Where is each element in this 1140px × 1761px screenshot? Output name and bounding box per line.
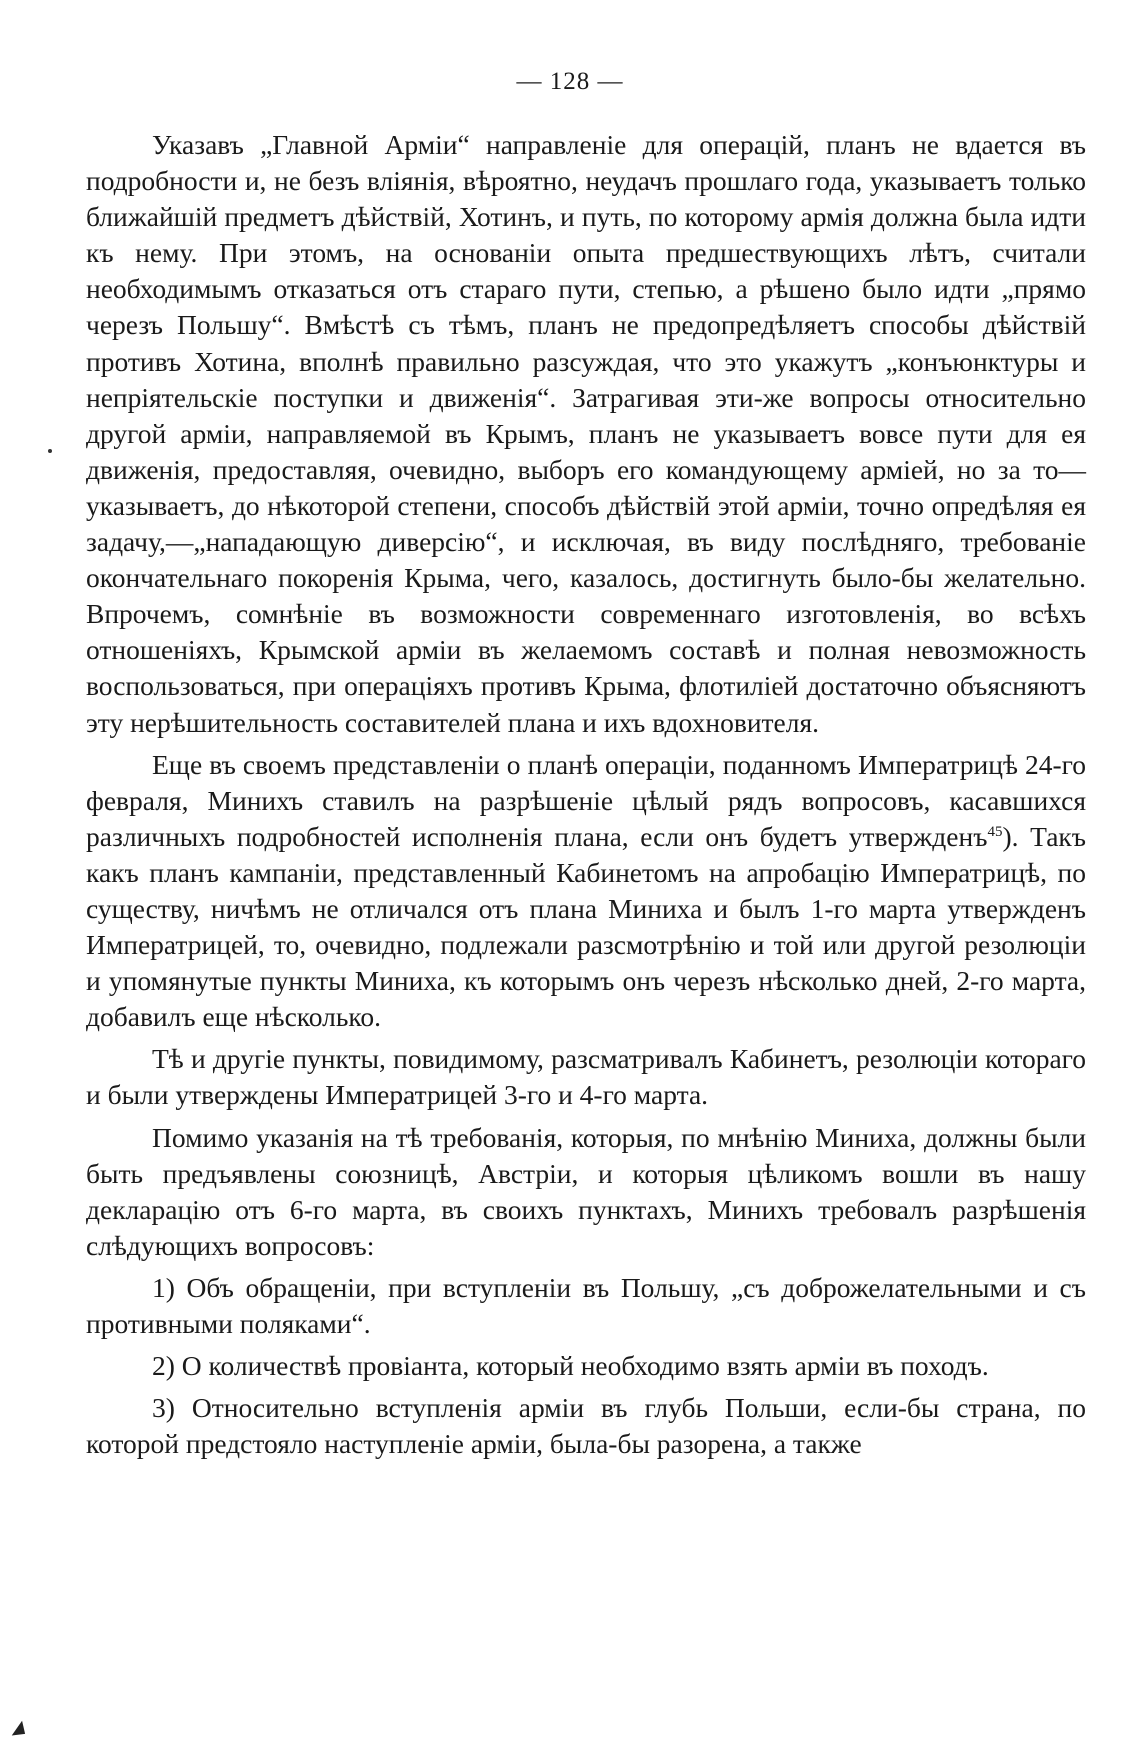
list-item-poland: 1) Объ обращеніи, при вступленіи въ Польшу, „съ доброжелательными и съ противными поляками“. — [86, 1271, 1086, 1339]
paragraph-army-plan: Указавъ „Главной Арміи“ направленіе для операцій, планъ не вдается въ подробности и, не безъ вліянія, вѣроятно, неудачъ прошлаго года, указываетъ только ближайшій предметъ дѣйствій, Хотинъ, и путь, по которому армія должна была идти къ нему. При этомъ, на основаніи опыта предшествующихъ лѣтъ, считали необходимымъ отказаться отъ стараго пути, степью, а рѣшено было идти „прямо черезъ Польшу“. Вмѣстѣ съ тѣмъ, планъ не предопредѣляетъ способы дѣйствій противъ Хотина, вполнѣ правильно разсуждая, что это укажутъ „конъюнктуры и непріятельскіе поступки и движенія“. Затрагивая эти-же вопросы относительно другой арміи, направляемой въ Крымъ, планъ не указываетъ вовсе пути для ея движенія, предоставляя, очевидно, выборъ его командующему арміей, но за то—указываетъ, до нѣкоторой степени, способъ дѣйствій этой арміи, точно опредѣляя ея задачу,—„нападающую диверсію“, и исключая, въ виду послѣдняго, требованіе окончательнаго покоренія Крыма, чего, казалось, достигнуть было-бы желательно. Впрочемъ, сомнѣніе въ возможности современнаго изготовленія, во всѣхъ отношеніяхъ, Крымской арміи въ желаемомъ составѣ и полная невозможность воспользоваться, при операціяхъ противъ Крыма, флотиліей достаточно объясняютъ эту нерѣшительность составителей плана и ихъ вдохновителя. — [86, 129, 1086, 738]
margin-mark — [48, 449, 52, 453]
paragraph-text-continued: ). Такъ какъ планъ кампаніи, представленный Кабинетомъ на апробацію Императрицѣ, по существу, ничѣмъ не отличался отъ плана Миниха и былъ 1-го марта утвержденъ Императрицей, то, очевидно, подлежали разсмотрѣнію и той или другой резолюціи и упомянутые пункты Миниха, къ которымъ онъ черезъ нѣсколько дней, 2-го марта, добавилъ еще нѣсколько. — [86, 820, 1086, 1033]
paragraph-requirements: Помимо указанія на тѣ требованія, которыя, по мнѣнію Миниха, должны были быть предъявлены союзницѣ, Австріи, и которыя цѣликомъ вошли въ нашу декларацію отъ 6-го марта, въ своихъ пунктахъ, Минихъ требовалъ разрѣшенія слѣдующихъ вопросовъ: — [86, 1121, 1086, 1261]
paragraph-cabinet-resolutions: Тѣ и другіе пункты, повидимому, разсматривалъ Кабинетъ, резолюціи котораго и были утверждены Императрицей 3-го и 4-го марта. — [86, 1043, 1086, 1111]
list-item-provisions: 2) О количествѣ провіанта, который необходимо взять арміи въ походъ. — [152, 1350, 989, 1382]
paragraph-text: Еще въ своемъ представленіи о планѣ операціи, поданномъ Императрицѣ 24-го февраля, Минихъ ставилъ на разрѣшеніе цѣлый рядъ вопросовъ, касавшихся различныхъ подробностей исполненія плана, если онъ будетъ утвержденъ — [86, 748, 1086, 852]
corner-mark — [12, 1721, 31, 1741]
document-body — [86, 127, 1086, 1468]
list-item-advance: 3) Относительно вступленія арміи въ глубь Польши, если-бы страна, по которой предстояло наступленіе арміи, была-бы разорена, а также — [86, 1392, 1086, 1460]
page-number: — 128 — — [516, 68, 624, 95]
paragraph-minikh-questions — [86, 747, 1086, 1036]
footnote-marker: 45 — [987, 823, 1003, 840]
